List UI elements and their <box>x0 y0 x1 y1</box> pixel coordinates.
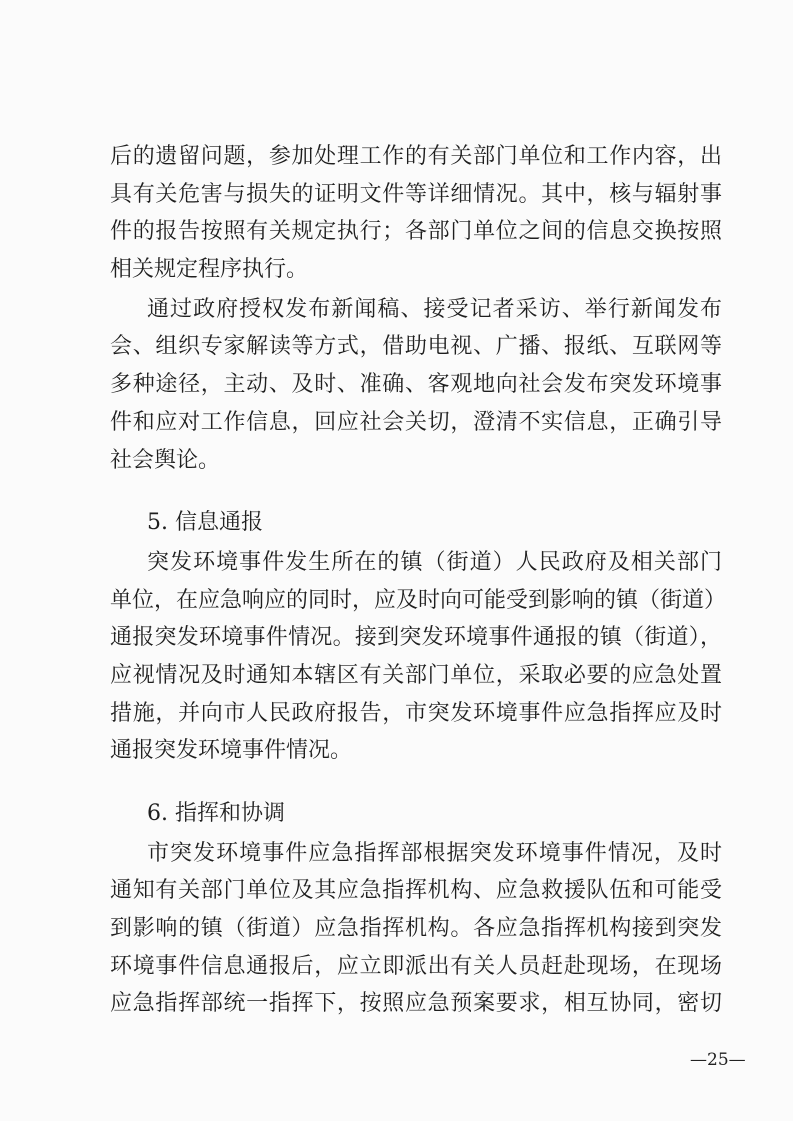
text-line: 突发环境事件发生所在的镇（街道）人民政府及相关部门 <box>147 549 722 575</box>
text-line: 应视情况及时通知本辖区有关部门单位，采取必要的应急处置 <box>110 662 722 688</box>
text-line: 会、组织专家解读等方式，借助电视、广播、报纸、互联网等 <box>110 334 722 360</box>
section-heading <box>110 504 722 542</box>
text-line: 单位，在应急响应的同时，应及时向可能受到影响的镇（街道） <box>110 587 727 613</box>
text-line: 通报突发环境事件情况。接到突发环境事件通报的镇（街道）， <box>110 625 722 651</box>
paragraph <box>110 138 722 289</box>
paragraph <box>110 544 727 770</box>
text-line: 环境事件信息通报后，应立即派出有关人员赶赴现场，在现场 <box>110 953 722 979</box>
heading-text: 5. 信息通报 <box>147 510 263 536</box>
text-line: 社会舆论。 <box>110 447 221 473</box>
paragraph <box>110 835 722 1023</box>
text-line: 相关规定程序执行。 <box>110 257 309 283</box>
text-line: 具有关危害与损失的证明文件等详细情况。其中，核与辐射事 <box>110 181 722 207</box>
document-body <box>110 136 727 1023</box>
text-line: 措施，并向市人民政府报告，市突发环境事件应急指挥应及时 <box>110 700 722 726</box>
text-line: 通过政府授权发布新闻稿、接受记者采访、举行新闻发布 <box>147 296 722 322</box>
text-line: 通报突发环境事件情况。 <box>110 738 353 764</box>
page-number: —25— <box>690 1050 746 1070</box>
section-heading <box>110 795 722 833</box>
text-line: 通知有关部门单位及其应急指挥机构、应急救援队伍和可能受 <box>110 878 722 904</box>
text-line: 市突发环境事件应急指挥部根据突发环境事件情况，及时 <box>147 840 722 866</box>
heading-text: 6. 指挥和协调 <box>147 801 285 826</box>
paragraph <box>110 291 722 479</box>
text-line: 件的报告按照有关规定执行；各部门单位之间的信息交换按照 <box>110 219 722 245</box>
text-line: 应急指挥部统一指挥下，按照应急预案要求，相互协同，密切 <box>110 991 722 1017</box>
text-line: 件和应对工作信息，回应社会关切，澄清不实信息，正确引导 <box>110 409 722 435</box>
text-line: 多种途径，主动、及时、准确、客观地向社会发布突发环境事 <box>110 372 722 398</box>
text-line: 到影响的镇（街道）应急指挥机构。各应急指挥机构接到突发 <box>110 916 722 942</box>
text-line: 后的遗留问题，参加处理工作的有关部门单位和工作内容，出 <box>110 144 722 169</box>
